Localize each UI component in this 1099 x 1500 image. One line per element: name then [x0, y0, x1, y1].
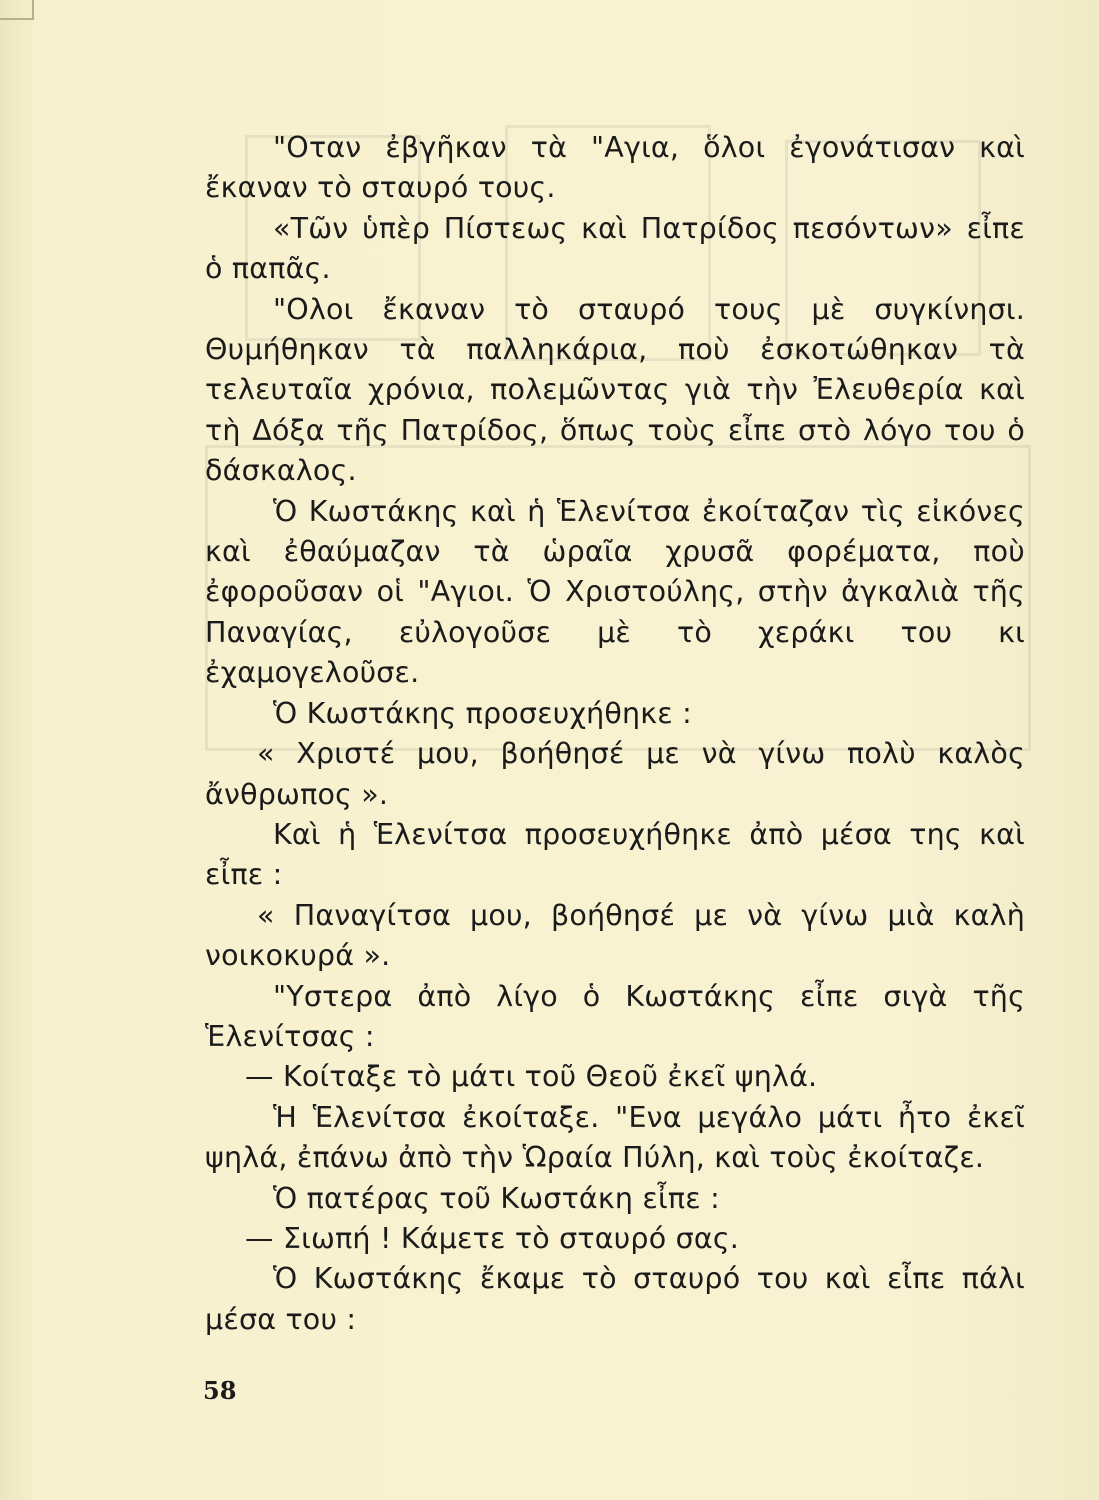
- paragraph: Καὶ ἡ Ἑλενίτσα προσευχήθηκε ἀπὸ μέσα της καὶ εἶπε :: [205, 817, 1025, 892]
- paragraph: Ὁ Κωστάκης προσευχήθηκε :: [273, 696, 692, 730]
- prayer-quote: « Χριστέ μου, βοήθησέ με νὰ γίνω πολὺ καλὸς ἄνθρωπος ».: [205, 737, 1025, 811]
- page-corner-mark: [0, 0, 34, 20]
- paragraph: Ἡ Ἑλενίτσα ἐκοίταξε. "Ενα μεγάλο μάτι ἦτο ἐκεῖ ψηλά, ἐπάνω ἀπὸ τὴν Ὡραία Πύλη, καὶ τοὺς ἐκοίταζε.: [205, 1100, 1025, 1175]
- paragraph: Ὁ Κωστάκης καὶ ἡ Ἑλενίτσα ἐκοίταζαν τὶς εἰκόνες καὶ ἐθαύμαζαν τὰ ὡραῖα χρυσᾶ φορέματα, ποὺ ἐφοροῦσαν οἱ "Αγιοι. Ὁ Χριστούλης, στὴν ἀγκαλιὰ τῆς Παναγίας, εὐλογοῦσε μὲ τὸ χεράκι του κι ἐχαμογελοῦσε.: [205, 494, 1025, 690]
- page-number: 58: [203, 1376, 237, 1405]
- body-text: [205, 128, 1025, 1340]
- paragraph: "Ολοι ἔκαναν τὸ σταυρό τους μὲ συγκίνησι. Θυμήθηκαν τὰ παλληκάρια, ποὺ ἐσκοτώθηκαν τὰ τελευταῖα χρόνια, πολεμῶντας γιὰ τὴν Ἐλευθερία καὶ τὴ Δόξα τῆς Πατρίδος, ὅπως τοὺς εἶπε στὸ λόγο του ὁ δάσκαλος.: [205, 292, 1025, 488]
- prayer-quote: « Παναγίτσα μου, βοήθησέ με νὰ γίνω μιὰ καλὴ νοικοκυρά ».: [205, 898, 1025, 973]
- paragraph: Ὁ πατέρας τοῦ Κωστάκη εἶπε :: [273, 1181, 720, 1215]
- dialogue-line: — Κοίταξε τὸ μάτι τοῦ Θεοῦ ἐκεῖ ψηλά.: [245, 1060, 818, 1094]
- paragraph: «Τῶν ὑπὲρ Πίστεως καὶ Πατρίδος πεσόντων» εἶπε ὁ παπᾶς.: [205, 211, 1025, 286]
- paragraph: "Υστερα ἀπὸ λίγο ὁ Κωστάκης εἶπε σιγὰ τῆς Ἑλενίτσας :: [205, 979, 1025, 1053]
- paragraph: "Οταν ἐβγῆκαν τὰ "Αγια, ὅλοι ἐγονάτισαν καὶ ἔκαναν τὸ σταυρό τους.: [205, 131, 1025, 205]
- paragraph: Ὁ Κωστάκης ἔκαμε τὸ σταυρό του καὶ εἶπε πάλι μέσα του :: [205, 1262, 1025, 1336]
- dialogue-line: — Σιωπή ! Κάμετε τὸ σταυρό σας.: [245, 1221, 740, 1255]
